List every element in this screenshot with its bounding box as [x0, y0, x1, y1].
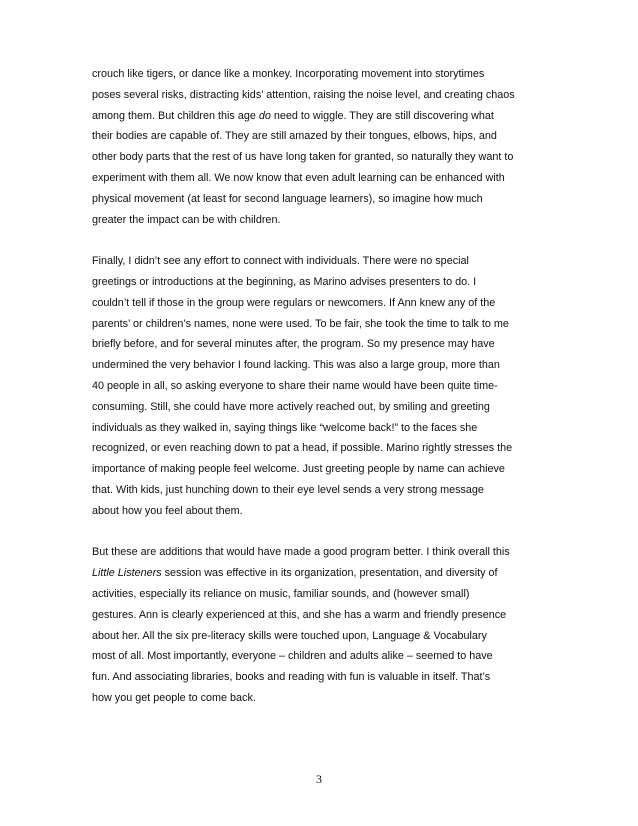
text-segment: among them. But children this age — [92, 109, 259, 122]
text-line — [92, 334, 548, 355]
text-line — [92, 563, 548, 584]
paragraph — [92, 64, 548, 230]
text-line — [92, 584, 548, 605]
text-segment: greetings or introductions at the beginning, as Marino advises presenters to do. I — [92, 275, 477, 288]
text-line — [92, 438, 548, 459]
text-line — [92, 106, 548, 127]
text-line — [92, 542, 548, 563]
text-segment: parents’ or children’s names, none were used. To be fair, she took the time to talk to me — [92, 317, 509, 330]
text-line — [92, 85, 548, 106]
text-segment: need to wiggle. They are still discovering what — [270, 109, 494, 122]
text-segment: that. With kids, just hunching down to their eye level sends a very strong message — [92, 483, 484, 496]
text-line — [92, 314, 548, 335]
text-line — [92, 251, 548, 272]
text-segment: 40 people in all, so asking everyone to share their name would have been quite time- — [92, 379, 498, 392]
text-line — [92, 646, 548, 667]
text-segment: how you get people to come back. — [92, 691, 256, 704]
text-line — [92, 126, 548, 147]
text-segment: individuals as they walked in, saying things like “welcome back!” to the faces she — [92, 421, 478, 434]
text-segment: importance of making people feel welcome. Just greeting people by name can achieve — [92, 463, 505, 476]
paragraph-gap — [92, 230, 548, 251]
text-segment: their bodies are capable of. They are still amazed by their tongues, elbows, hips, and — [92, 130, 497, 143]
text-line — [92, 605, 548, 626]
body-text — [92, 64, 548, 709]
text-segment: gestures. Ann is clearly experienced at this, and she has a warm and friendly presence — [92, 608, 507, 621]
text-segment: Finally, I didn’t see any effort to connect with individuals. There were no special — [92, 255, 469, 268]
text-segment: But these are additions that would have made a good program better. I think overall this — [92, 546, 510, 559]
text-line — [92, 189, 548, 210]
text-line — [92, 272, 548, 293]
text-segment: experiment with them all. We now know that even adult learning can be enhanced with — [92, 171, 505, 184]
italic-text: Little Listeners — [92, 567, 162, 580]
text-segment: most of all. Most importantly, everyone – children and adults alike – seemed to have — [92, 650, 493, 663]
text-line — [92, 459, 548, 480]
text-segment: recognized, or even reaching down to pat a head, if possible. Marino rightly stresses the — [92, 442, 513, 455]
text-line — [92, 147, 548, 168]
italic-text: do — [258, 109, 271, 122]
text-line — [92, 168, 548, 189]
text-line — [92, 397, 548, 418]
text-segment: activities, especially its reliance on music, familiar sounds, and (however small) — [92, 587, 470, 600]
text-line — [92, 480, 548, 501]
text-segment: poses several risks, distracting kids’ attention, raising the noise level, and creating chaos — [92, 88, 515, 101]
text-segment: about how you feel about them. — [92, 504, 243, 517]
paragraph-gap — [92, 522, 548, 543]
page-number: 3 — [316, 772, 322, 786]
text-line — [92, 376, 548, 397]
paragraph — [92, 251, 548, 521]
text-segment: couldn’t tell if those in the group were regulars or newcomers. If Ann knew any of the — [92, 296, 496, 309]
text-segment: undermined the very behavior I found lacking. This was also a large group, more than — [92, 359, 500, 372]
text-segment: fun. And associating libraries, books and reading with fun is valuable in itself. That’s — [92, 671, 491, 684]
text-segment: consuming. Still, she could have more actively reached out, by smiling and greeting — [92, 400, 490, 413]
paragraph — [92, 542, 548, 708]
text-line — [92, 501, 548, 522]
text-line — [92, 355, 548, 376]
text-line — [92, 418, 548, 439]
text-line — [92, 626, 548, 647]
text-segment: physical movement (at least for second language learners), so imagine how much — [92, 192, 483, 205]
text-line — [92, 293, 548, 314]
text-segment: greater the impact can be with children. — [92, 213, 281, 226]
text-line — [92, 64, 548, 85]
text-line — [92, 210, 548, 231]
text-line — [92, 667, 548, 688]
text-segment: other body parts that the rest of us have long taken for granted, so naturally they want to — [92, 151, 514, 164]
text-segment: session was effective in its organization, presentation, and diversity of — [161, 567, 498, 580]
text-segment: crouch like tigers, or dance like a monkey. Incorporating movement into storytimes — [92, 68, 485, 80]
text-line — [92, 688, 548, 709]
text-segment: briefly before, and for several minutes after, the program. So my presence may have — [92, 338, 495, 351]
text-segment: about her. All the six pre-literacy skills were touched upon, Language & Vocabulary — [92, 629, 487, 642]
